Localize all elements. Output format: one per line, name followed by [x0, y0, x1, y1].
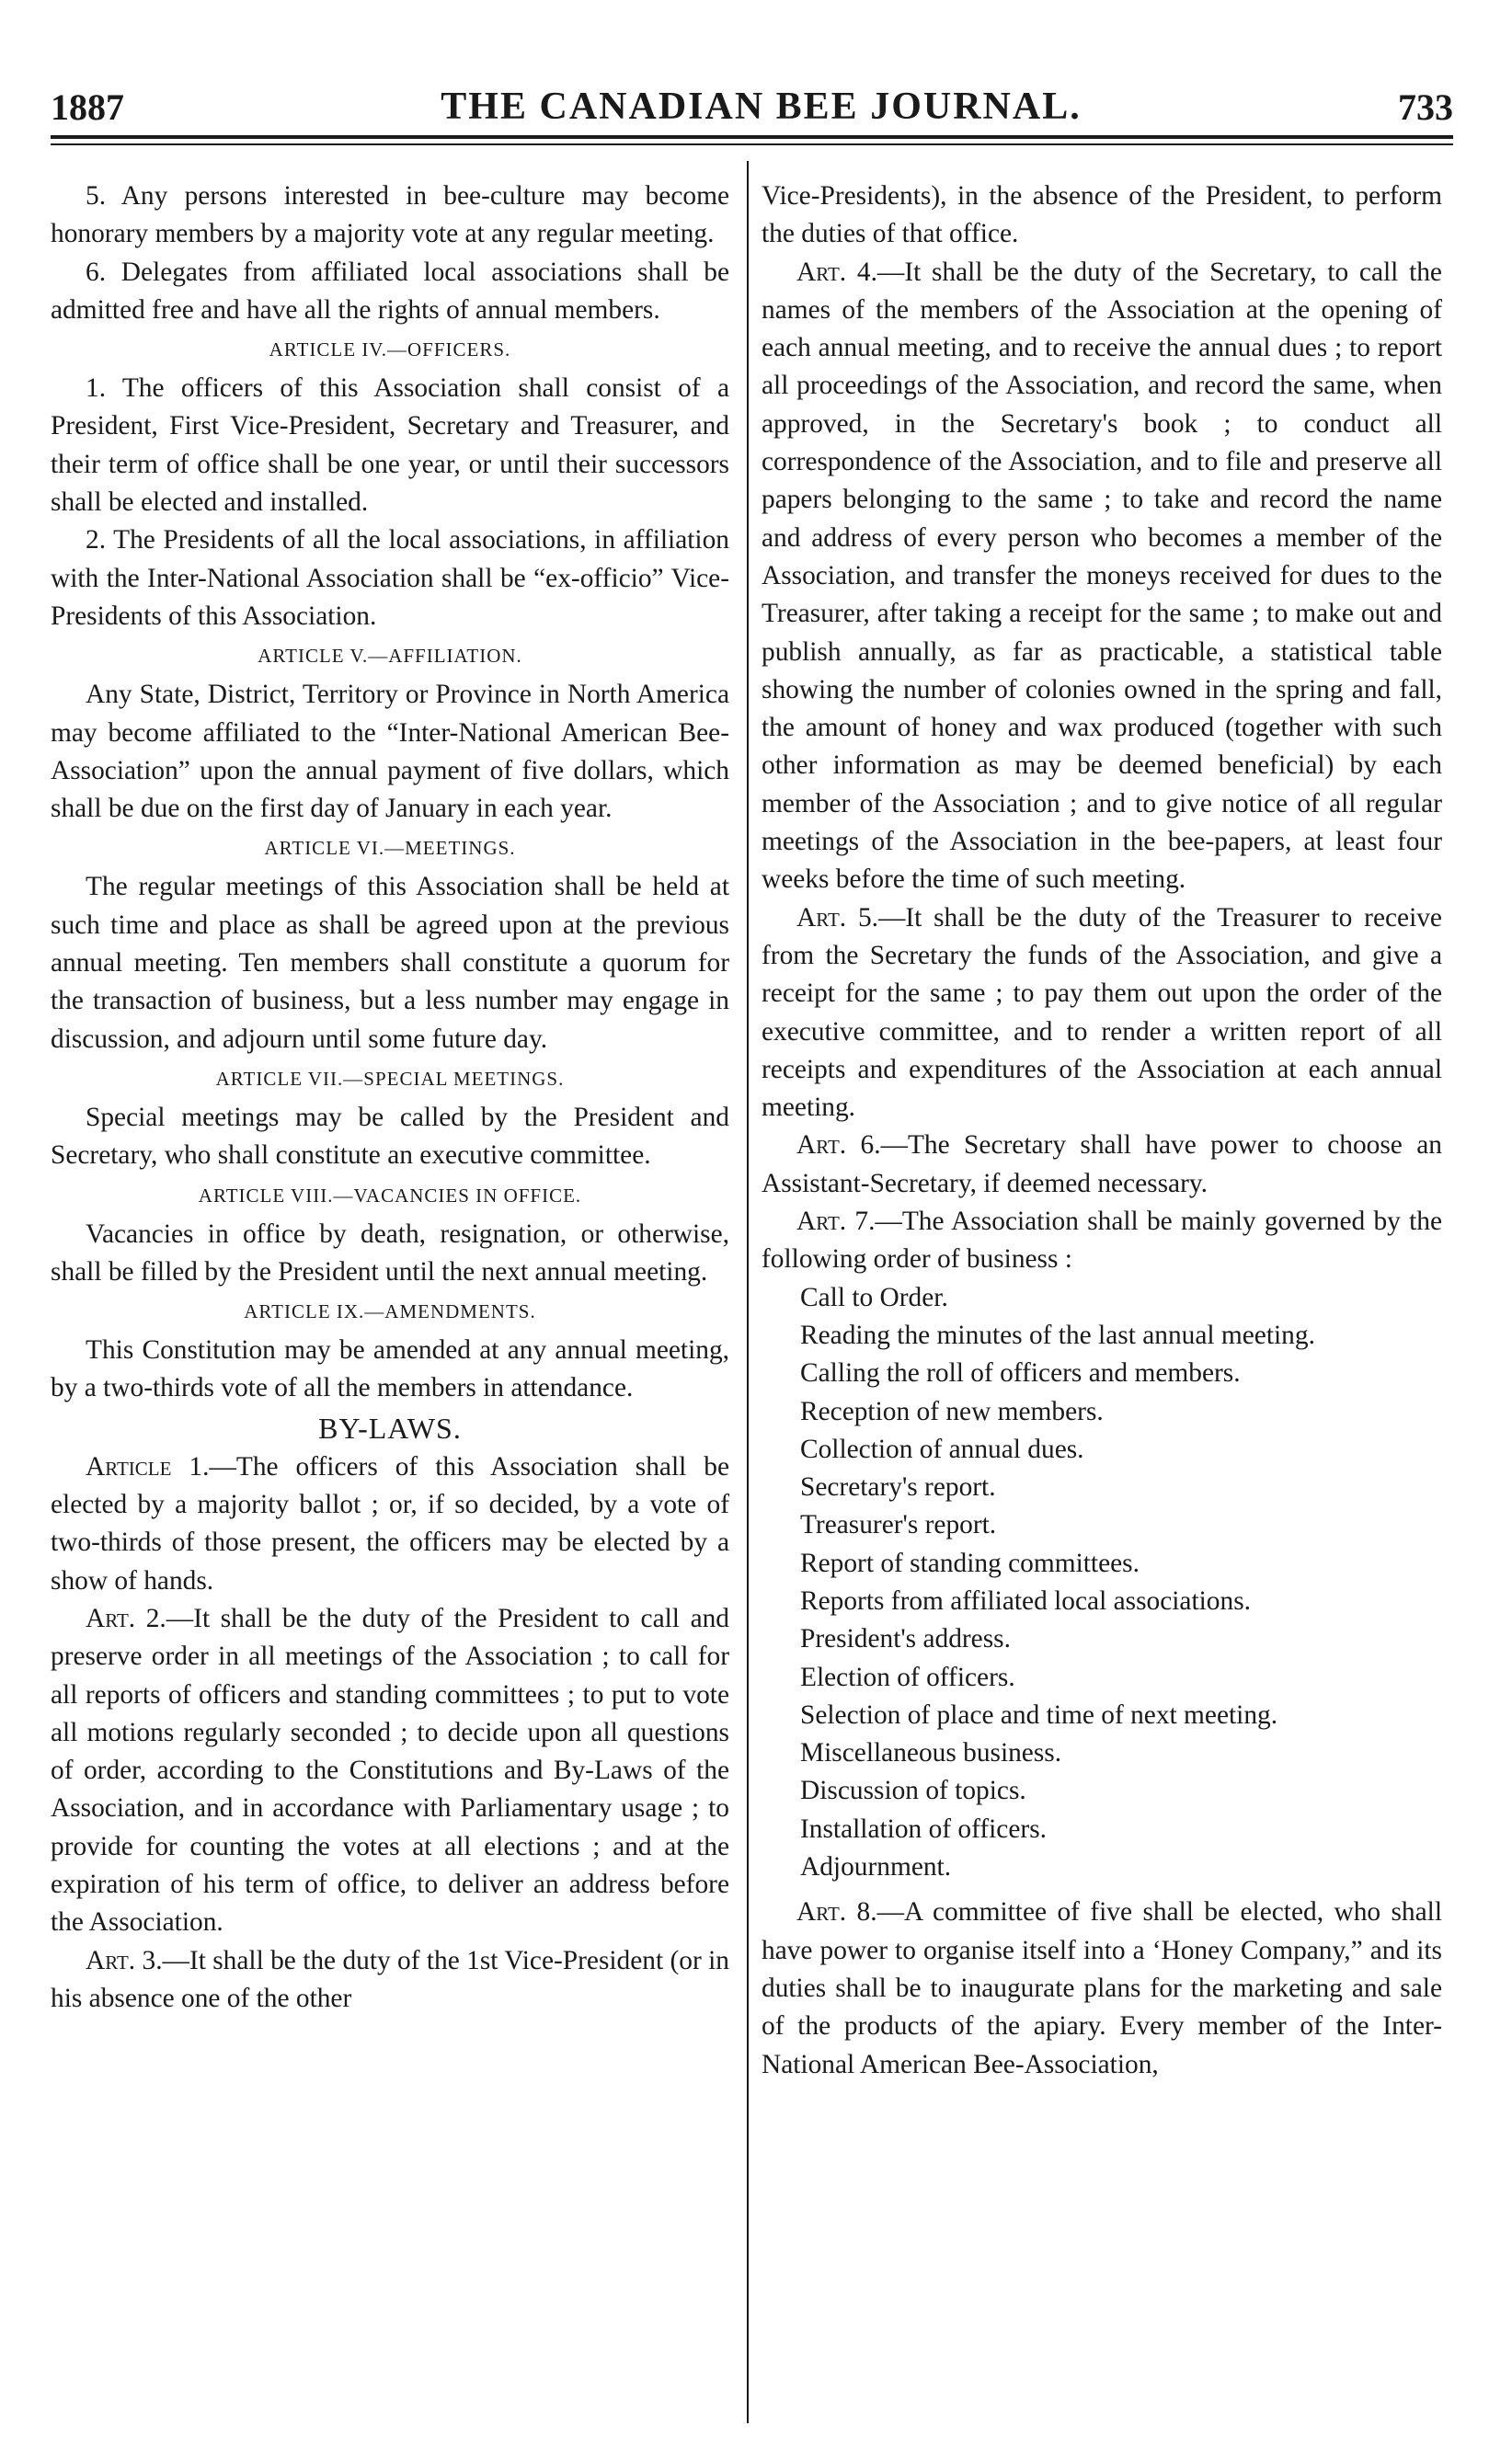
right-column: [762, 177, 1442, 2084]
list-item: [762, 1317, 1442, 1355]
paragraph-bylaw-7: [762, 1203, 1442, 1279]
list-item: Calling the roll of officers and members.: [800, 1358, 1241, 1389]
paragraph-amendments: This Constitution may be amended at any annual meeting, by a two-thirds vote of all the members in attendance.: [51, 1335, 729, 1403]
bylaw-1-text: —The officers of this Association shall be elected by a majority ballot ; or, if so decided, by a vote of two-thirds of those present, the officers may be elected by a show of hands.: [51, 1451, 729, 1596]
paragraph-affiliation: Any State, District, Territory or Province in North America may become affiliated to the “Inter-National American Bee-Association” upon the annual payment of five dollars, which shall be due on the first day of January in each year.: [51, 680, 729, 824]
paragraph-meetings: The regular meetings of this Association shall be held at such time and place as shall be agreed upon at the previous annual meeting. Ten members shall constitute a quorum for the transaction of business, but a less number may engage in discussion, and adjourn until some future day.: [51, 872, 729, 1054]
list-item: Selection of place and time of next meeting.: [800, 1699, 1278, 1730]
bylaw-1-lead: Article 1.: [86, 1451, 210, 1482]
list-item: Miscellaneous business.: [800, 1738, 1062, 1768]
bylaw-4-text: —It shall be the duty of the Secretary, to call the names of the members of the Association at the opening of each annual meeting, and to receive the annual dues ; to report all proceedings of the Association, and record the same, when approved, in the Secretary's book ; to conduct all correspondence of the Association, and to file and preserve all papers belonging to the same ; to take and record the name and address of every person who becomes a member of the Association, and transfer the moneys received for dues to the Treasurer, after taking a receipt for the same ; to make out and publish annually, as far as practicable, a statistical table showing the number of colonies owned in the spring and fall, the amount of honey and wax produced (together with such other information as may be deemed beneficial) by each member of the Association ; and to give notice of all regular meetings of the Association in the bee-papers, at least four weeks before the time of such meeting.: [762, 257, 1442, 895]
heading-article-vi: ARTICLE VI.—MEETINGS.: [264, 837, 516, 860]
bylaw-7-text: —The Association shall be mainly governed by the following order of business :: [762, 1207, 1442, 1275]
bylaw-2-lead: Art. 2.: [86, 1603, 166, 1633]
list-item: Collection of annual dues.: [800, 1434, 1084, 1464]
paragraph-bylaw-4: [762, 254, 1442, 899]
list-item: Discussion of topics.: [800, 1776, 1026, 1806]
list-item: Reports from affiliated local associations.: [800, 1585, 1251, 1616]
journal-title: THE CANADIAN BEE JOURNAL.: [441, 86, 1082, 128]
heading-article-viii: ARTICLE VIII.—VACANCIES IN OFFICE.: [198, 1184, 582, 1207]
paragraph-vacancies: Vacancies in office by death, resignation, or otherwise, shall be filled by the President until the next annual meeting.: [51, 1219, 729, 1287]
column-divider: [747, 161, 749, 2423]
list-item-text: Reading the minutes of the last annual meeting.: [800, 1320, 1315, 1350]
heading-article-vii: ARTICLE VII.—SPECIAL MEETINGS.: [215, 1067, 565, 1090]
paragraph-bylaw-6: [762, 1127, 1442, 1203]
list-item: Secretary's report.: [800, 1472, 996, 1503]
paragraph-honorary-members: 5. Any persons interested in bee-culture may become honorary members by a majority vote at any regular meeting.: [51, 181, 729, 249]
bylaw-4-lead: Art. 4.: [796, 257, 877, 287]
header-rule-thin: [51, 143, 1453, 145]
paragraph-special-meetings: Special meetings may be called by the President and Secretary, who shall constitute an executive committee.: [51, 1102, 729, 1171]
bylaw-3-lead: Art. 3.: [86, 1945, 163, 1975]
list-item: Call to Order.: [800, 1282, 948, 1312]
paragraph-officers-1: 1. The officers of this Association shall consist of a President, First Vice-President, Secretary and Treasurer, and their term of office shall be one year, or until their successors shall be elected and installed.: [51, 373, 729, 518]
bylaw-6-text: —The Secretary shall have power to choose an Assistant-Secretary, if deemed necessary.: [762, 1130, 1442, 1198]
heading-article-iv: ARTICLE IV.—OFFICERS.: [269, 338, 511, 361]
paragraph-bylaw-5: [762, 899, 1442, 1127]
bylaw-6-lead: Art. 6.: [796, 1130, 881, 1161]
bylaw-5-text: —It shall be the duty of the Treasurer to receive from the Secretary the funds of the Association, and give a receipt for the same ; to pay them out upon the order of the executive committee, and to render a written report of all receipts and expenditures of the Association at each annual meeting.: [762, 902, 1442, 1123]
list-item: Adjournment.: [800, 1852, 952, 1883]
order-of-business-list: [762, 1279, 1442, 1887]
heading-article-v: ARTICLE V.—AFFILIATION.: [258, 645, 522, 668]
paragraph-bylaw-1: [51, 1448, 729, 1600]
bylaw-8-lead: Art. 8.: [796, 1897, 877, 1928]
bylaw-2-text: —It shall be the duty of the President to call and preserve order in all meetings of the Association ; to call for all reports of officers and standing committees ; to put to vote all motions regularly seconded ; to decide upon all questions of order, according to the Constitutions and By-Laws of the Association, and in accordance with Parliamentary usage ; to provide for counting the votes at all elections ; and at the expiration of his term of office, to deliver an address before the Association.: [51, 1603, 729, 1938]
paragraph-officers-2: 2. The Presidents of all the local associations, in affiliation with the Inter-National Association shall be “ex-officio” Vice-Presidents of this Association.: [51, 525, 729, 631]
page-number: 733: [1398, 86, 1453, 128]
bylaw-3-text: —It shall be the duty of the 1st Vice-President (or in his absence one of the other: [51, 1945, 729, 2013]
list-item: Reception of new members.: [800, 1396, 1104, 1426]
list-item: President's address.: [800, 1624, 1011, 1654]
heading-by-laws: BY-LAWS.: [318, 1411, 462, 1445]
list-item: Installation of officers.: [800, 1814, 1047, 1844]
heading-article-ix: ARTICLE IX.—AMENDMENTS.: [244, 1300, 536, 1323]
paragraph-delegates: 6. Delegates from affiliated local associations shall be admitted free and have all the rights of annual members.: [51, 257, 729, 325]
list-item: Election of officers.: [800, 1662, 1015, 1692]
paragraph-bylaw-3: [51, 1942, 729, 2019]
bylaw-5-lead: Art. 5.: [796, 902, 878, 933]
header-year: 1887: [51, 86, 124, 128]
bylaw-7-lead: Art. 7.: [796, 1207, 876, 1237]
page-header: [51, 64, 1453, 129]
list-item: Report of standing committees.: [800, 1548, 1140, 1578]
header-rule-thick: [51, 135, 1453, 139]
list-item: Treasurer's report.: [800, 1510, 997, 1540]
paragraph-bylaw-8: [762, 1894, 1442, 2083]
paragraph-bylaw-2: [51, 1600, 729, 1942]
bylaw-8-text: —A committee of five shall be elected, who shall have power to organise itself into a ‘Honey Company,” and its duties shall be to inaugurate plans for the marketing and sale of the products of the apiary. Every member of the Inter-National American Bee-Association,: [762, 1897, 1442, 2079]
paragraph-bylaw-3-continued: Vice-Presidents), in the absence of the President, to perform the duties of that office.: [762, 181, 1442, 249]
left-column: [51, 177, 729, 2018]
